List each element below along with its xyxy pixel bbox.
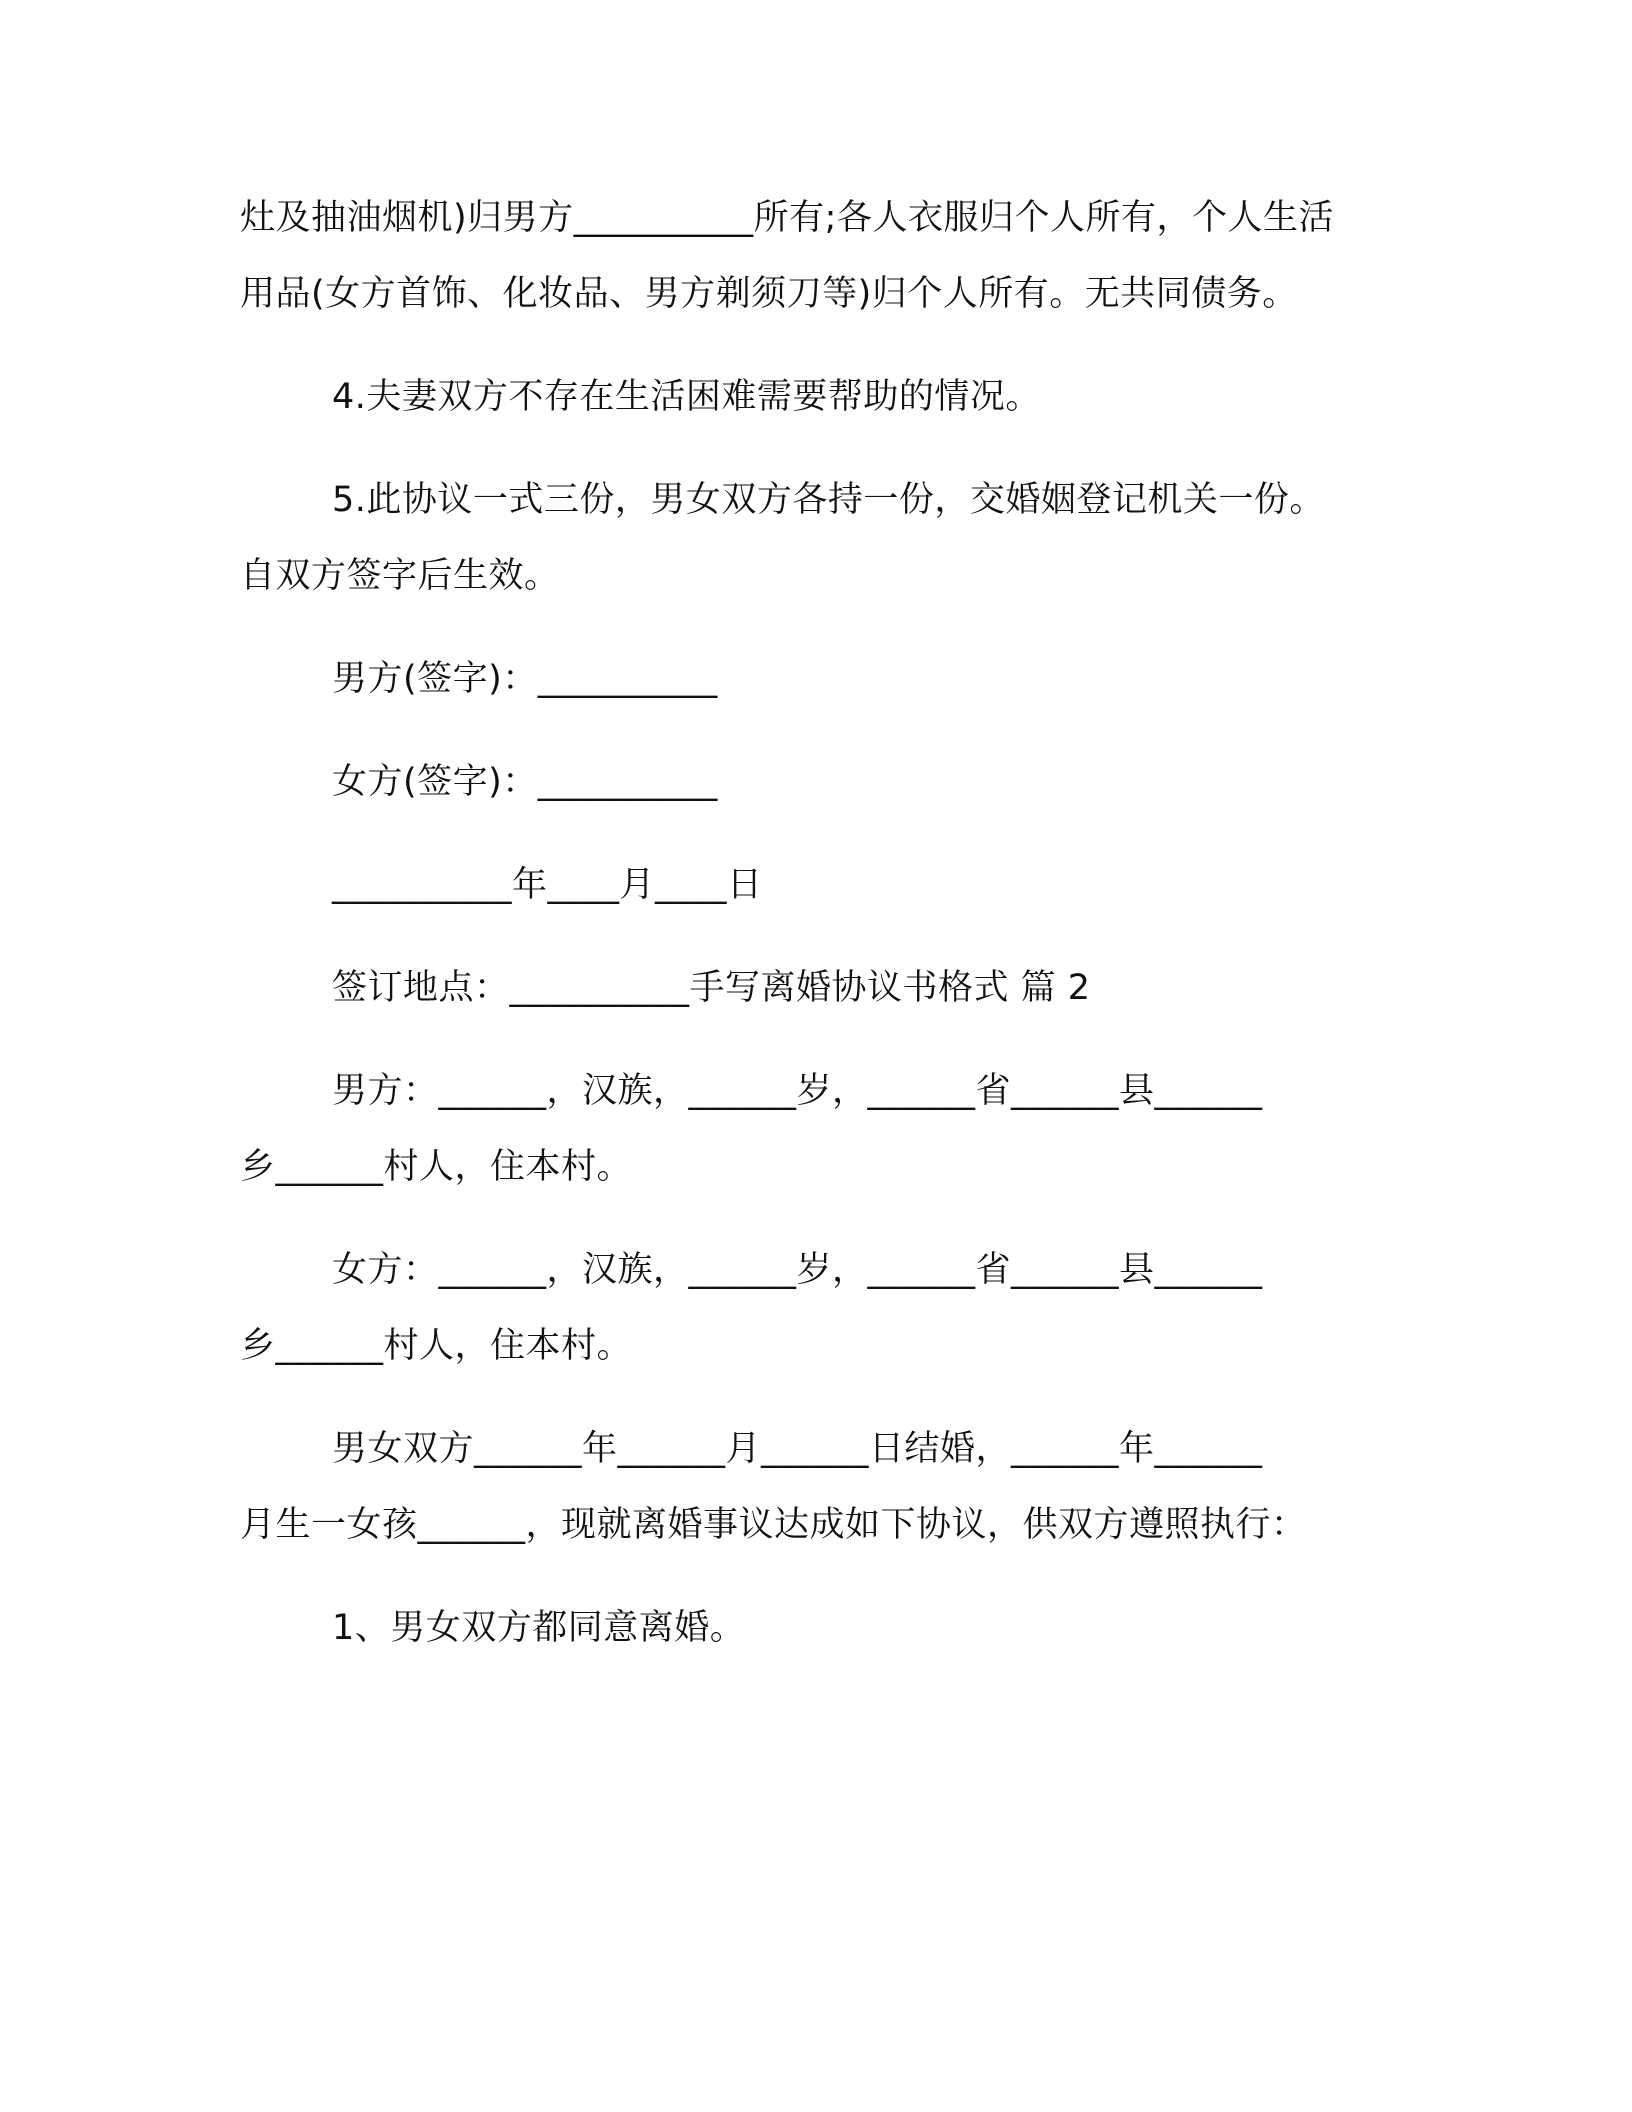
marriage-info-line: 男女双方______年______月______日结婚，______年______ (332, 1429, 1263, 1469)
signing-place-and-section-title: 签订地点：__________手写离婚协议书格式 篇 2 (332, 968, 1091, 1008)
male-info-line: 男方：______，汉族，______岁，______省______县______ (332, 1071, 1263, 1111)
agreement-clause-1: 1、男女双方都同意离婚。 (332, 1608, 746, 1648)
clause-4: 4.夫妻双方不存在生活困难需要帮助的情况。 (332, 377, 1041, 417)
marriage-info-continued: 月生一女孩______，现就离婚事议达成如下协议，供双方遵照执行： (240, 1505, 1307, 1545)
male-info-continued: 乡______村人，住本村。 (240, 1147, 633, 1187)
clause-5-continued: 自双方签字后生效。 (240, 556, 560, 596)
text-line-property-1: 灶及抽油烟机)归男方__________所有;各人衣服归个人所有，个人生活 (240, 198, 1334, 238)
male-signature-line: 男方(签字)：__________ (332, 659, 718, 699)
female-signature-line: 女方(签字)：__________ (332, 762, 718, 802)
female-info-line: 女方：______，汉族，______岁，______省______县______ (332, 1250, 1263, 1290)
clause-5: 5.此协议一式三份，男女双方各持一份，交婚姻登记机关一份。 (332, 480, 1325, 520)
female-info-continued: 乡______村人，住本村。 (240, 1326, 633, 1366)
date-line: __________年____月____日 (332, 865, 763, 905)
text-line-property-2: 用品(女方首饰、化妆品、男方剃须刀等)归个人所有。无共同债务。 (240, 274, 1298, 314)
